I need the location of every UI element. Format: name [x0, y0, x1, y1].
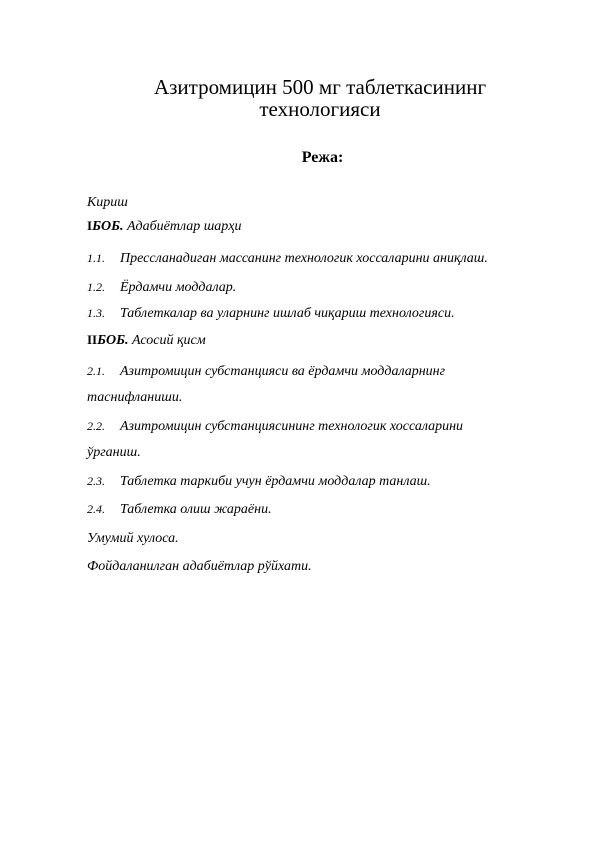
toc-item-2-1-continued: таснифланиши. [87, 390, 183, 405]
item-number: 2.4. [87, 502, 105, 516]
toc-conclusion: Умумий хулоса. [87, 531, 179, 546]
toc-item-1-2 [87, 279, 236, 296]
toc-chapter-2 [87, 331, 206, 349]
chapter-2-title: Асосий қисм [132, 333, 206, 348]
item-number: 2.2. [87, 419, 105, 433]
document-title-line-1: Азитромицин 500 мг таблеткасининг [153, 75, 487, 99]
toc-item-2-4 [87, 501, 272, 518]
item-text: Прессланадиган массанинг технологик хоссаларини аниқлаш. [120, 251, 488, 266]
chapter-1-title: Адабиётлар шарҳи [126, 219, 242, 234]
item-text: Ёрдамчи моддалар. [120, 280, 237, 295]
chapter-1-roman: I [87, 218, 93, 233]
item-text: Таблетка таркиби учун ёрдамчи моддалар танлаш. [120, 474, 431, 489]
chapter-2-roman: II [87, 332, 98, 347]
toc-item-1-1 [87, 250, 488, 267]
toc-chapter-1 [87, 217, 242, 235]
plan-heading: Режа: [301, 149, 344, 166]
toc-item-2-3 [87, 473, 431, 490]
item-number: 1.3. [87, 306, 105, 320]
item-number: 2.1. [87, 364, 105, 378]
chapter-2-label: БОБ. [97, 333, 129, 348]
item-number: 1.2. [87, 280, 105, 294]
item-number: 1.1. [87, 251, 105, 265]
item-number: 2.3. [87, 474, 105, 488]
document-title-line-2: технологияси [259, 97, 381, 121]
toc-references: Фойдаланилган адабиётлар рўйхати. [87, 559, 312, 574]
chapter-1-label: БОБ. [92, 219, 124, 234]
item-text: Таблеткалар ва уларнинг ишлаб чиқариш технологияси. [120, 306, 455, 321]
item-text: Азитромицин субстанцияси ва ёрдамчи моддаларнинг [120, 364, 446, 379]
toc-item-2-2-continued: ўрганиш. [87, 445, 141, 460]
item-text: Таблетка олиш жараёни. [120, 502, 272, 517]
toc-item-2-1 [87, 363, 445, 380]
toc-item-1-3 [87, 305, 455, 322]
item-text: Азитромицин субстанциясининг технологик хоссаларини [120, 419, 464, 434]
toc-intro: Кириш [87, 195, 128, 210]
toc-item-2-2 [87, 418, 463, 435]
